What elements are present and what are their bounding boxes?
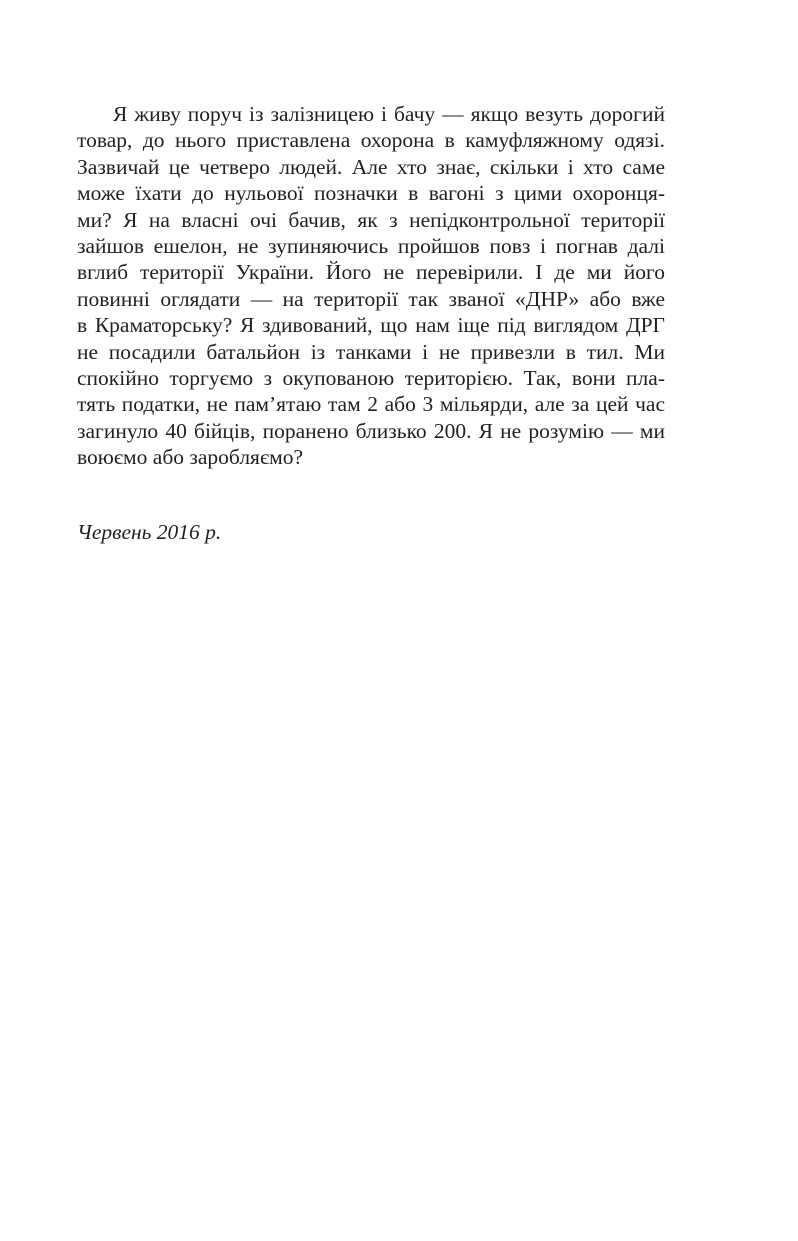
- paragraph-line: тять податки, не пам’ятаю там 2 або 3 мільярди, але за цей час: [77, 392, 665, 417]
- paragraph-line: воюємо або заробляємо?: [77, 445, 304, 470]
- paragraph-line: спокійно торгуємо з окупованою територією. Так, вони пла-: [77, 365, 665, 390]
- paragraph-line: Я живу поруч із залізницею і бачу — якщо везуть дорогий: [113, 102, 665, 126]
- body-paragraph: [77, 101, 665, 470]
- paragraph-line: ми? Я на власні очі бачив, як з непідконтрольної території: [77, 207, 665, 232]
- date-line: Червень 2016 р.: [77, 520, 222, 544]
- paragraph-line: загинуло 40 бійців, поранено близько 200. Я не розумію — ми: [77, 418, 665, 443]
- paragraph-line: зайшов ешелон, не зупиняючись пройшов повз і погнав далі: [77, 233, 665, 258]
- paragraph-line: вглиб території України. Його не перевірили. І де ми його: [77, 260, 665, 285]
- paragraph-line: Зазвичай це четверо людей. Але хто знає, скільки і хто саме: [77, 154, 665, 179]
- paragraph-line: повинні оглядати — на території так званої «ДНР» або вже: [77, 286, 665, 311]
- paragraph-line: не посадили батальйон із танками і не привезли в тил. Ми: [77, 339, 665, 364]
- paragraph-line: товар, до нього приставлена охорона в камуфляжному одязі.: [77, 128, 665, 153]
- paragraph-line: в Краматорську? Я здивований, що нам іще під виглядом ДРГ: [77, 313, 665, 338]
- paragraph-line: може їхати до нульової позначки в вагоні з цими охоронця-: [77, 181, 665, 206]
